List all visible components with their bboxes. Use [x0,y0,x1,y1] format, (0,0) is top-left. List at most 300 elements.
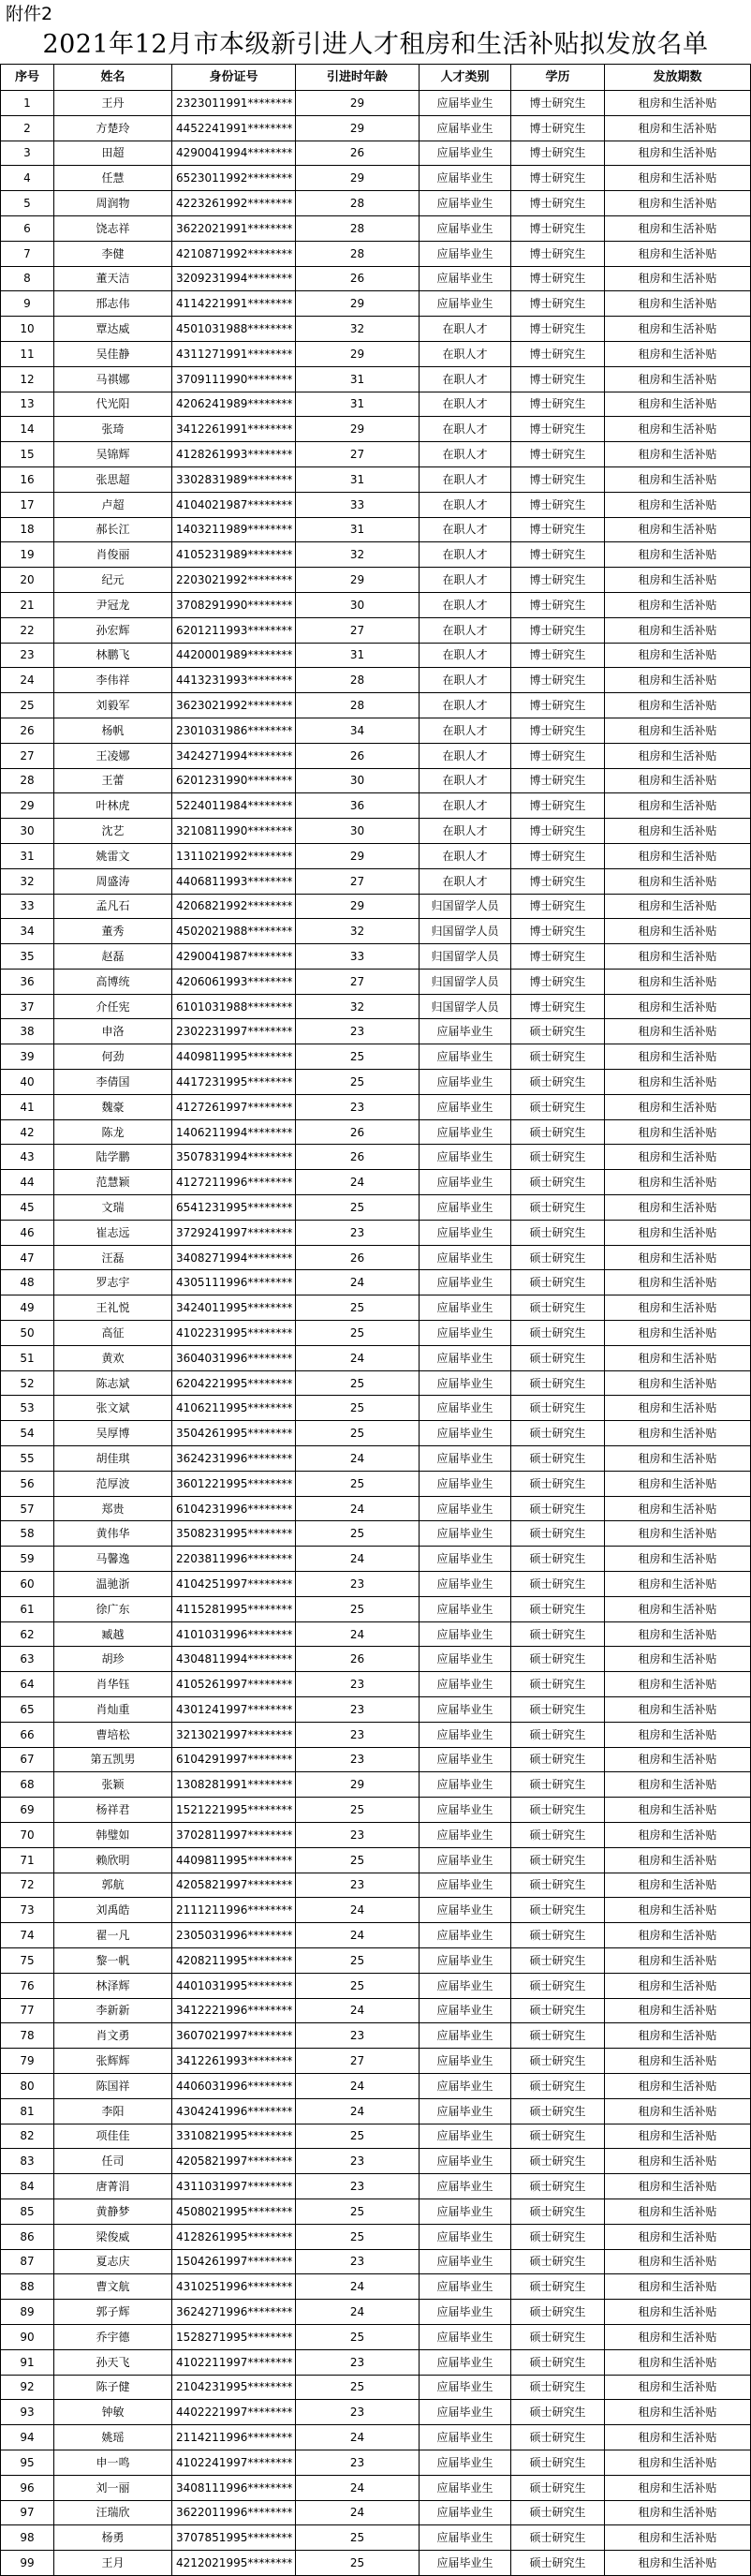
cell-id-number: 6101031988******** [172,994,296,1019]
table-row [1,1421,751,1446]
cell-id-number: 4104251997******** [172,1572,296,1597]
cell-education: 硕士研究生 [511,1697,605,1723]
cell-index: 85 [1,2198,54,2224]
cell-talent-category: 应届毕业生 [420,2551,511,2576]
cell-education: 硕士研究生 [511,2349,605,2375]
cell-id-number: 4413231993******** [172,668,296,693]
cell-payment-period: 租房和生活补贴 [605,1321,751,1346]
cell-age: 25 [296,2525,420,2551]
cell-education: 硕士研究生 [511,1572,605,1597]
cell-name: 姚雷文 [54,843,172,868]
cell-talent-category: 应届毕业生 [420,2174,511,2199]
cell-age: 24 [296,2098,420,2124]
cell-id-number: 4128261993******** [172,442,296,467]
table-row [1,1747,751,1772]
cell-talent-category: 应届毕业生 [420,1421,511,1446]
cell-name: 汪磊 [54,1245,172,1270]
cell-payment-period: 租房和生活补贴 [605,215,751,241]
cell-education: 硕士研究生 [511,1547,605,1572]
table-row [1,793,751,819]
cell-index: 54 [1,1421,54,1446]
cell-payment-period: 租房和生活补贴 [605,517,751,542]
table-row [1,1496,751,1521]
cell-payment-period: 租房和生活补贴 [605,1094,751,1119]
cell-age: 25 [296,1596,420,1621]
cell-index: 69 [1,1798,54,1823]
cell-index: 90 [1,2324,54,2349]
cell-payment-period: 租房和生活补贴 [605,2349,751,2375]
cell-talent-category: 在职人才 [420,819,511,844]
cell-education: 硕士研究生 [511,1446,605,1472]
cell-id-number: 3412261991******** [172,417,296,442]
cell-education: 硕士研究生 [511,1270,605,1295]
table-row [1,1295,751,1321]
cell-index: 84 [1,2174,54,2199]
cell-age: 34 [296,718,420,743]
cell-talent-category: 应届毕业生 [420,1621,511,1647]
subsidy-table [0,64,751,2576]
cell-payment-period: 租房和生活补贴 [605,317,751,342]
cell-age: 26 [296,1119,420,1145]
cell-payment-period: 租房和生活补贴 [605,1446,751,1472]
cell-age: 29 [296,115,420,141]
cell-index: 30 [1,819,54,844]
table-row [1,1847,751,1873]
table-row [1,215,751,241]
cell-payment-period: 租房和生活补贴 [605,466,751,492]
table-row [1,1898,751,1923]
cell-payment-period: 租房和生活补贴 [605,1697,751,1723]
cell-talent-category: 应届毕业生 [420,1019,511,1044]
cell-age: 32 [296,994,420,1019]
cell-id-number: 3408271994******** [172,1245,296,1270]
cell-index: 57 [1,1496,54,1521]
cell-talent-category: 应届毕业生 [420,291,511,317]
cell-name: 翟一凡 [54,1923,172,1948]
cell-payment-period: 租房和生活补贴 [605,2073,751,2098]
table-row [1,2400,751,2425]
cell-talent-category: 应届毕业生 [420,2023,511,2049]
cell-age: 25 [296,1321,420,1346]
cell-id-number: 4115281995******** [172,1596,296,1621]
cell-education: 硕士研究生 [511,2174,605,2199]
cell-age: 25 [296,2224,420,2249]
cell-name: 代光阳 [54,392,172,417]
cell-index: 35 [1,944,54,970]
cell-index: 56 [1,1471,54,1496]
cell-name: 黄欢 [54,1345,172,1370]
cell-name: 吴厚博 [54,1421,172,1446]
cell-talent-category: 在职人才 [420,466,511,492]
table-row [1,1722,751,1747]
table-row [1,2349,751,2375]
table-row [1,643,751,668]
table-row [1,718,751,743]
cell-talent-category: 应届毕业生 [420,2098,511,2124]
cell-talent-category: 在职人才 [420,568,511,593]
cell-id-number: 3601221995******** [172,1471,296,1496]
cell-id-number: 3707851995******** [172,2525,296,2551]
cell-talent-category: 应届毕业生 [420,1547,511,1572]
table-row [1,2375,751,2400]
cell-index: 27 [1,743,54,768]
cell-id-number: 3424271994******** [172,743,296,768]
cell-id-number: 3210811990******** [172,819,296,844]
table-row [1,317,751,342]
cell-age: 24 [296,2300,420,2325]
table-row [1,2500,751,2525]
cell-talent-category: 应届毕业生 [420,1923,511,1948]
cell-payment-period: 租房和生活补贴 [605,392,751,417]
cell-name: 李新新 [54,1998,172,2023]
cell-index: 6 [1,215,54,241]
cell-index: 11 [1,341,54,366]
cell-age: 23 [296,1873,420,1898]
cell-name: 肖灿重 [54,1697,172,1723]
cell-name: 叶林虎 [54,793,172,819]
cell-talent-category: 应届毕业生 [420,1647,511,1672]
cell-education: 博士研究生 [511,643,605,668]
cell-education: 博士研究生 [511,241,605,266]
cell-talent-category: 在职人才 [420,542,511,568]
cell-id-number: 2323011991******** [172,91,296,116]
cell-talent-category: 在职人才 [420,643,511,668]
cell-index: 88 [1,2274,54,2300]
cell-education: 硕士研究生 [511,1998,605,2023]
cell-name: 陈国祥 [54,2073,172,2098]
cell-name: 唐菁涓 [54,2174,172,2199]
cell-payment-period: 租房和生活补贴 [605,1195,751,1221]
table-row [1,2073,751,2098]
cell-education: 硕士研究生 [511,1923,605,1948]
cell-name: 姚瑶 [54,2425,172,2450]
cell-index: 47 [1,1245,54,1270]
cell-education: 硕士研究生 [511,2149,605,2174]
table-row [1,1220,751,1245]
cell-name: 肖华钰 [54,1672,172,1697]
cell-talent-category: 应届毕业生 [420,1747,511,1772]
cell-payment-period: 租房和生活补贴 [605,1647,751,1672]
cell-education: 硕士研究生 [511,1170,605,1195]
table-row [1,2049,751,2074]
cell-id-number: 3507831994******** [172,1145,296,1170]
cell-education: 硕士研究生 [511,1044,605,1070]
cell-education: 博士研究生 [511,291,605,317]
cell-talent-category: 归国留学人员 [420,894,511,919]
cell-talent-category: 应届毕业生 [420,1044,511,1070]
cell-payment-period: 租房和生活补贴 [605,2049,751,2074]
table-row [1,1044,751,1070]
cell-education: 博士研究生 [511,793,605,819]
cell-id-number: 2203021992******** [172,568,296,593]
cell-age: 31 [296,366,420,392]
table-row [1,2174,751,2199]
header-education: 学历 [511,65,605,91]
cell-payment-period: 租房和生活补贴 [605,1923,751,1948]
cell-age: 23 [296,2023,420,2049]
table-row [1,1647,751,1672]
cell-talent-category: 应届毕业生 [420,2349,511,2375]
cell-age: 23 [296,1722,420,1747]
cell-payment-period: 租房和生活补贴 [605,1270,751,1295]
table-row [1,1521,751,1547]
cell-age: 27 [296,617,420,643]
cell-name: 高博统 [54,969,172,994]
cell-education: 硕士研究生 [511,1295,605,1321]
cell-name: 饶志祥 [54,215,172,241]
cell-index: 82 [1,2124,54,2149]
cell-age: 24 [296,2073,420,2098]
cell-education: 硕士研究生 [511,1596,605,1621]
cell-payment-period: 租房和生活补贴 [605,1170,751,1195]
cell-age: 23 [296,2349,420,2375]
table-row [1,1947,751,1973]
cell-talent-category: 应届毕业生 [420,115,511,141]
cell-age: 24 [296,2500,420,2525]
table-row [1,442,751,467]
cell-education: 博士研究生 [511,894,605,919]
cell-name: 吴佳静 [54,341,172,366]
cell-age: 23 [296,2400,420,2425]
cell-index: 77 [1,1998,54,2023]
cell-index: 24 [1,668,54,693]
cell-education: 硕士研究生 [511,1396,605,1421]
cell-talent-category: 应届毕业生 [420,266,511,291]
cell-age: 23 [296,1572,420,1597]
header-payment-period: 发放期数 [605,65,751,91]
cell-age: 29 [296,568,420,593]
cell-payment-period: 租房和生活补贴 [605,115,751,141]
cell-name: 张辉辉 [54,2049,172,2074]
table-row [1,743,751,768]
cell-age: 26 [296,1245,420,1270]
cell-name: 李伟祥 [54,668,172,693]
cell-education: 博士研究生 [511,317,605,342]
cell-name: 董天洁 [54,266,172,291]
cell-talent-category: 应届毕业生 [420,2324,511,2349]
cell-index: 93 [1,2400,54,2425]
table-row [1,617,751,643]
cell-payment-period: 租房和生活补贴 [605,1019,751,1044]
cell-talent-category: 应届毕业生 [420,1672,511,1697]
cell-payment-period: 租房和生活补贴 [605,1119,751,1145]
cell-payment-period: 租房和生活补贴 [605,2274,751,2300]
cell-education: 博士研究生 [511,417,605,442]
cell-index: 76 [1,1973,54,1998]
cell-talent-category: 应届毕业生 [420,1722,511,1747]
cell-education: 博士研究生 [511,668,605,693]
cell-name: 曹文航 [54,2274,172,2300]
cell-id-number: 1528271995******** [172,2324,296,2349]
cell-age: 32 [296,542,420,568]
cell-talent-category: 应届毕业生 [420,2525,511,2551]
table-row [1,2475,751,2500]
cell-id-number: 4127211996******** [172,1170,296,1195]
cell-education: 博士研究生 [511,91,605,116]
cell-name: 魏豪 [54,1094,172,1119]
cell-index: 58 [1,1521,54,1547]
table-row [1,1572,751,1597]
cell-talent-category: 应届毕业生 [420,1822,511,1847]
cell-index: 19 [1,542,54,568]
cell-id-number: 3708291990******** [172,592,296,617]
cell-education: 博士研究生 [511,868,605,894]
cell-age: 25 [296,1973,420,1998]
cell-age: 24 [296,2425,420,2450]
cell-education: 硕士研究生 [511,1321,605,1346]
cell-payment-period: 租房和生活补贴 [605,894,751,919]
table-row [1,592,751,617]
table-row [1,1798,751,1823]
cell-talent-category: 在职人才 [420,492,511,517]
cell-payment-period: 租房和生活补贴 [605,568,751,593]
cell-talent-category: 应届毕业生 [420,1145,511,1170]
cell-payment-period: 租房和生活补贴 [605,2500,751,2525]
cell-payment-period: 租房和生活补贴 [605,266,751,291]
cell-age: 24 [296,1270,420,1295]
table-row [1,191,751,216]
header-name: 姓名 [54,65,172,91]
cell-talent-category: 应届毕业生 [420,91,511,116]
cell-name: 申洛 [54,1019,172,1044]
table-row [1,1973,751,1998]
cell-id-number: 4102241997******** [172,2450,296,2475]
cell-age: 30 [296,768,420,793]
cell-name: 汪瑞欣 [54,2500,172,2525]
cell-name: 田超 [54,141,172,166]
cell-id-number: 2301031986******** [172,718,296,743]
cell-index: 33 [1,894,54,919]
cell-index: 55 [1,1446,54,1472]
cell-talent-category: 应届毕业生 [420,1572,511,1597]
cell-index: 42 [1,1119,54,1145]
cell-id-number: 4406031996******** [172,2073,296,2098]
cell-index: 81 [1,2098,54,2124]
cell-id-number: 3622011996******** [172,2500,296,2525]
cell-name: 黄伟华 [54,1521,172,1547]
cell-age: 27 [296,868,420,894]
cell-education: 硕士研究生 [511,2475,605,2500]
cell-index: 95 [1,2450,54,2475]
cell-id-number: 4104021987******** [172,492,296,517]
cell-education: 博士研究生 [511,115,605,141]
cell-education: 硕士研究生 [511,1621,605,1647]
table-row [1,91,751,116]
table-row [1,2124,751,2149]
cell-name: 任慧 [54,166,172,191]
cell-payment-period: 租房和生活补贴 [605,291,751,317]
cell-index: 46 [1,1220,54,1245]
cell-payment-period: 租房和生活补贴 [605,1496,751,1521]
cell-index: 75 [1,1947,54,1973]
cell-payment-period: 租房和生活补贴 [605,1772,751,1798]
cell-name: 纪元 [54,568,172,593]
cell-education: 博士研究生 [511,944,605,970]
cell-id-number: 4417231995******** [172,1070,296,1095]
cell-id-number: 4223261992******** [172,191,296,216]
cell-payment-period: 租房和生活补贴 [605,592,751,617]
cell-index: 13 [1,392,54,417]
table-row [1,2551,751,2576]
cell-talent-category: 应届毕业生 [420,2400,511,2425]
cell-index: 60 [1,1572,54,1597]
cell-name: 王蕾 [54,768,172,793]
cell-name: 董秀 [54,919,172,944]
cell-index: 96 [1,2475,54,2500]
cell-payment-period: 租房和生活补贴 [605,1798,751,1823]
cell-education: 博士研究生 [511,191,605,216]
cell-id-number: 3624231996******** [172,1446,296,1472]
cell-index: 71 [1,1847,54,1873]
cell-index: 21 [1,592,54,617]
cell-id-number: 4501031988******** [172,317,296,342]
cell-talent-category: 应届毕业生 [420,1496,511,1521]
table-row [1,1321,751,1346]
cell-id-number: 3412221996******** [172,1998,296,2023]
cell-age: 25 [296,1471,420,1496]
cell-payment-period: 租房和生活补贴 [605,1345,751,1370]
cell-id-number: 4206821992******** [172,894,296,919]
cell-id-number: 4508021995******** [172,2198,296,2224]
cell-payment-period: 租房和生活补贴 [605,1998,751,2023]
cell-name: 张文斌 [54,1396,172,1421]
cell-education: 硕士研究生 [511,2198,605,2224]
cell-name: 韩璧如 [54,1822,172,1847]
cell-age: 26 [296,743,420,768]
table-row [1,1596,751,1621]
cell-age: 28 [296,668,420,693]
cell-education: 博士研究生 [511,517,605,542]
table-row [1,2249,751,2274]
cell-talent-category: 应届毕业生 [420,2274,511,2300]
cell-age: 25 [296,1295,420,1321]
cell-name: 任司 [54,2149,172,2174]
table-row [1,241,751,266]
cell-talent-category: 在职人才 [420,417,511,442]
cell-talent-category: 应届毕业生 [420,1596,511,1621]
cell-index: 14 [1,417,54,442]
table-row [1,1547,751,1572]
cell-education: 硕士研究生 [511,2375,605,2400]
cell-payment-period: 租房和生活补贴 [605,2475,751,2500]
cell-education: 硕士研究生 [511,1873,605,1898]
cell-name: 李阳 [54,2098,172,2124]
cell-id-number: 4212021995******** [172,2551,296,2576]
cell-age: 25 [296,1521,420,1547]
cell-age: 25 [296,2551,420,2576]
cell-payment-period: 租房和生活补贴 [605,2124,751,2149]
cell-id-number: 4409811995******** [172,1847,296,1873]
cell-index: 59 [1,1547,54,1572]
cell-payment-period: 租房和生活补贴 [605,1596,751,1621]
cell-payment-period: 租房和生活补贴 [605,91,751,116]
cell-education: 硕士研究生 [511,2049,605,2074]
cell-age: 24 [296,2475,420,2500]
cell-talent-category: 应届毕业生 [420,141,511,166]
cell-age: 27 [296,2049,420,2074]
cell-talent-category: 应届毕业生 [420,1847,511,1873]
cell-id-number: 6201231990******** [172,768,296,793]
cell-talent-category: 在职人才 [420,868,511,894]
cell-id-number: 4101031996******** [172,1621,296,1647]
cell-id-number: 4406811993******** [172,868,296,894]
cell-talent-category: 在职人才 [420,768,511,793]
cell-name: 孙宏辉 [54,617,172,643]
cell-talent-category: 在职人才 [420,341,511,366]
cell-payment-period: 租房和生活补贴 [605,341,751,366]
cell-index: 39 [1,1044,54,1070]
cell-index: 1 [1,91,54,116]
